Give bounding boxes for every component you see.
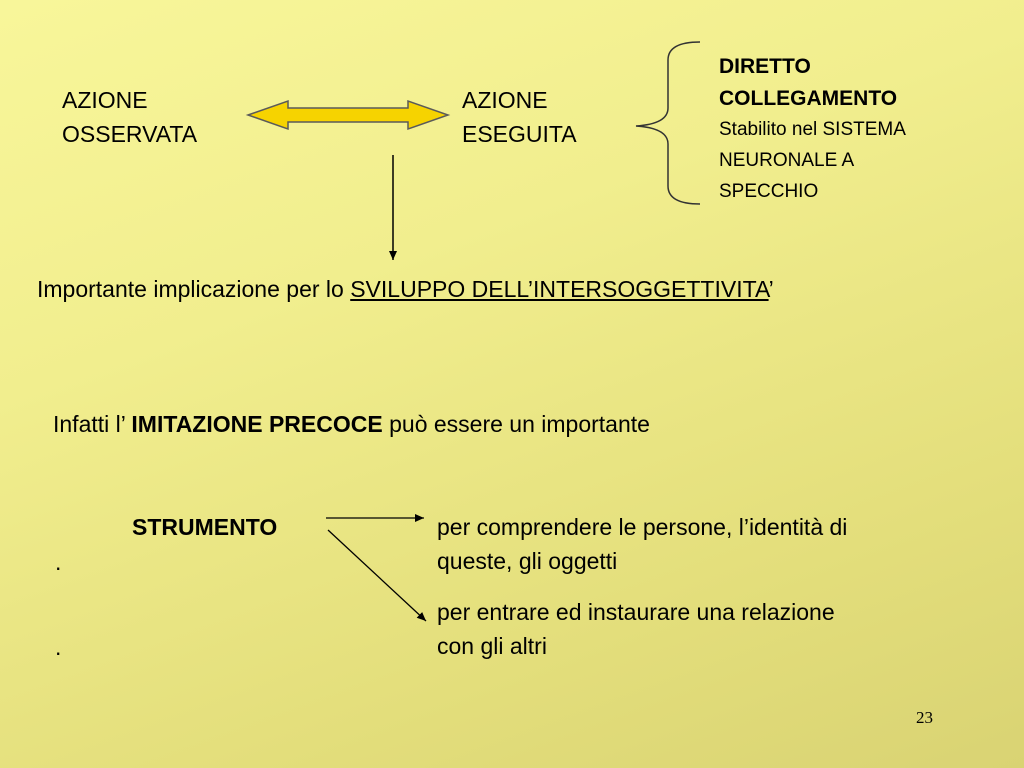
implication-text	[37, 272, 774, 306]
page-number: 23	[916, 708, 933, 727]
azione-osservata-line1: AZIONE	[62, 87, 148, 113]
strumento-item2	[437, 595, 835, 663]
brace-title-line1: DIRETTO	[719, 55, 811, 78]
strumento-item2-line2: con gli altri	[437, 633, 547, 659]
strumento-label: STRUMENTO	[132, 514, 278, 540]
infatti-text	[53, 407, 650, 441]
strumento-item1-line1: per comprendere le persone, l’identità di	[437, 514, 848, 540]
azione-osservata-line2: OSSERVATA	[62, 121, 198, 147]
implication-suffix: ’	[768, 276, 774, 302]
infatti-prefix: Infatti l’	[53, 411, 132, 437]
azione-eseguita-label	[462, 83, 577, 151]
bullet-dot-2: .	[55, 634, 62, 660]
azione-eseguita-line2: ESEGUITA	[462, 121, 577, 147]
brace-body-line2: NEURONALE A	[719, 150, 855, 171]
infatti-suffix: può essere un importante	[382, 411, 650, 437]
azione-eseguita-line1: AZIONE	[462, 87, 548, 113]
brace-title-line2: COLLEGAMENTO	[719, 87, 898, 110]
brace-icon	[636, 42, 700, 204]
brace-body-line1: Stabilito nel SISTEMA	[719, 119, 906, 140]
brace-text	[719, 50, 906, 207]
diagonal-arrow-icon	[328, 530, 426, 621]
implication-underlined: SVILUPPO DELL’INTERSOGGETTIVITA	[350, 276, 769, 302]
azione-osservata-label	[62, 83, 197, 151]
strumento-item1-line2: queste, gli oggetti	[437, 548, 618, 574]
strumento-item1	[437, 510, 847, 578]
bullet-dot-1: .	[55, 549, 62, 575]
infatti-bold: IMITAZIONE PRECOCE	[131, 411, 383, 437]
brace-body-line3: SPECCHIO	[719, 181, 819, 202]
strumento-item2-line1: per entrare ed instaurare una relazione	[437, 599, 835, 625]
double-arrow-icon	[248, 101, 448, 129]
implication-prefix: Importante implicazione per lo	[37, 276, 351, 302]
